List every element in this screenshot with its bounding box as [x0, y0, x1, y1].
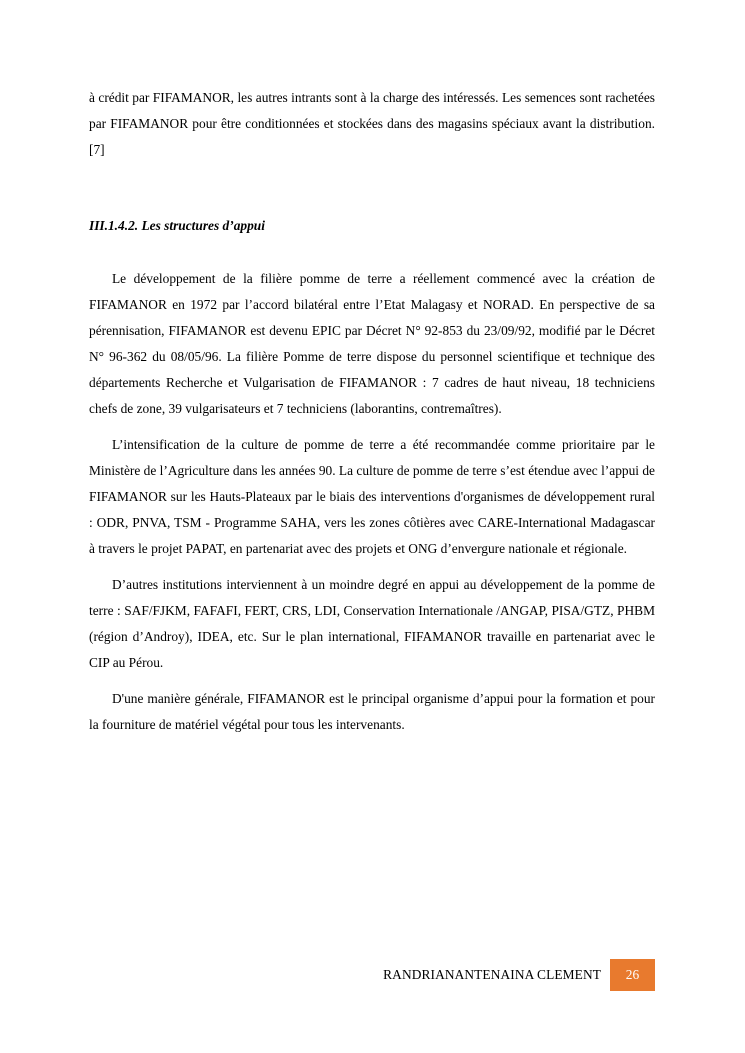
- page-body: [89, 85, 655, 748]
- body-paragraph: D'une manière générale, FIFAMANOR est le principal organisme d’appui pour la formation et pour la fourniture de matériel végétal pour tous les intervenants.: [89, 691, 655, 732]
- page-footer: [383, 959, 655, 991]
- body-paragraph: Le développement de la filière pomme de terre a réellement commencé avec la création de FIFAMANOR en 1972 par l’accord bilatéral entre l’Etat Malagasy et NORAD. En perspective de sa pérennisation, FIFAMANOR est devenu EPIC par Décret N° 92-853 du 23/09/92, modifié par le Décret N° 96-362 du 08/05/96. La filière Pomme de terre dispose du personnel scientifique et technique des départements Recherche et Vulgarisation de FIFAMANOR : 7 cadres de haut niveau, 18 techniciens chefs de zone, 39 vulgarisateurs et 7 techniciens (laborantins, contremaîtres).: [89, 271, 655, 416]
- intro-paragraph: à crédit par FIFAMANOR, les autres intrants sont à la charge des intéressés. Les semences sont rachetées par FIFAMANOR pour être conditionnées et stockées dans des magasins spéciaux avant la distribution. [7]: [89, 90, 655, 157]
- body-paragraph: D’autres institutions interviennent à un moindre degré en appui au développement de la pomme de terre : SAF/FJKM, FAFAFI, FERT, CRS, LDI, Conservation Internationale /ANGAP, PISA/GTZ, PHBM (région d’Androy), IDEA, etc. Sur le plan international, FIFAMANOR travaille en partenariat avec le CIP au Pérou.: [89, 577, 655, 670]
- page-number-badge: 26: [610, 959, 655, 991]
- body-paragraph: L’intensification de la culture de pomme de terre a été recommandée comme prioritaire par le Ministère de l’Agriculture dans les années 90. La culture de pomme de terre s’est étendue avec l’appui de FIFAMANOR sur les Hauts-Plateaux par le biais des interventions d'organismes de développement rural : ODR, PNVA, TSM - Programme SAHA, vers les zones côtières avec CARE-International Madagascar à travers le projet PAPAT, en partenariat avec des projets et ONG d’envergure nationale et régionale.: [89, 437, 655, 556]
- section-heading: III.1.4.2. Les structures d’appui: [89, 218, 265, 233]
- footer-author: RANDRIANANTENAINA CLEMENT: [383, 967, 601, 982]
